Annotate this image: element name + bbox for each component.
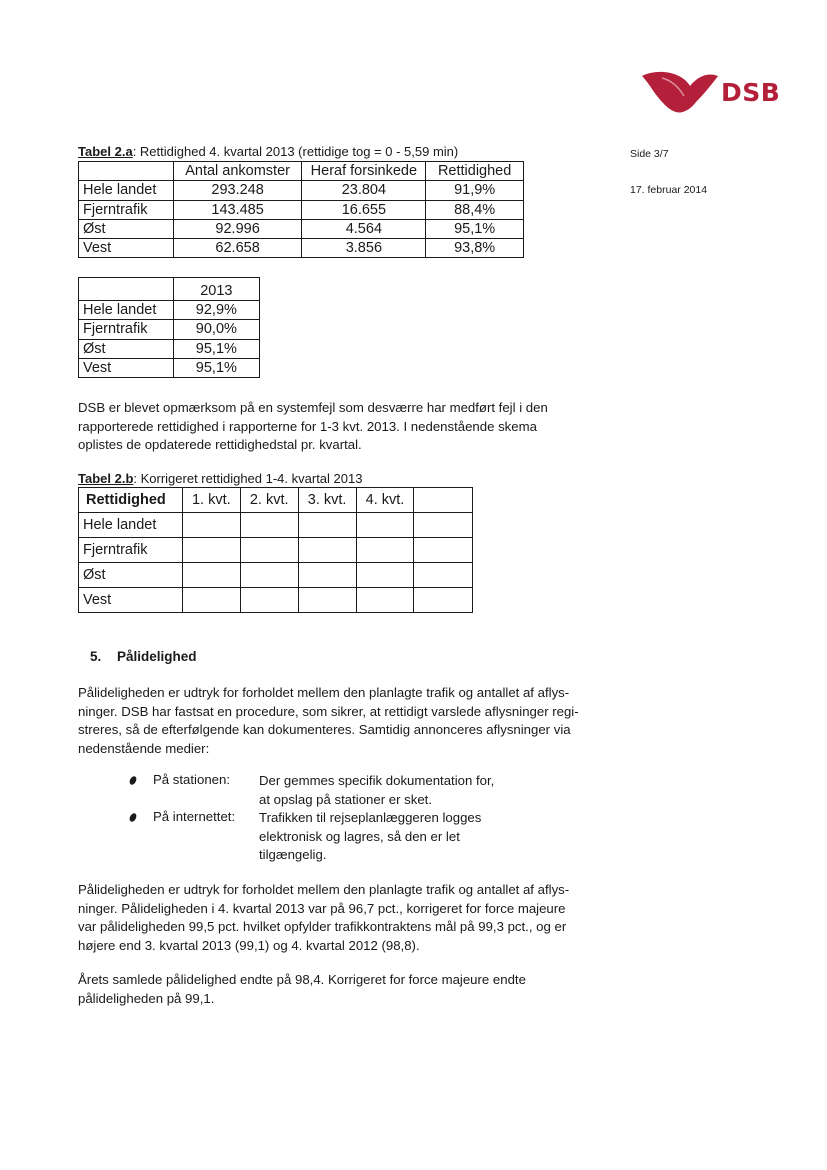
table-header-cell: 2. kvt. [240, 488, 298, 513]
table-row [79, 339, 260, 358]
table-2b [78, 487, 473, 613]
table-cell: Hele landet [79, 513, 183, 538]
text-line: Pålideligheden er udtryk for forholdet mellem den planlagte trafik og antallet af aflys- [78, 882, 570, 897]
table-cell: 95,1% [173, 358, 259, 377]
table-cell: 3.856 [302, 239, 426, 258]
table-row [79, 219, 524, 238]
table-cell [240, 588, 298, 613]
table-2a-caption-label: Tabel 2.a [78, 144, 133, 159]
table-2a-caption-text: : Rettidighed 4. kvartal 2013 (rettidige tog = 0 - 5,59 min) [132, 144, 459, 159]
table-header-cell: 1. kvt. [182, 488, 240, 513]
text-line: pålideligheden på 99,1. [78, 990, 215, 1006]
table-cell [240, 513, 298, 538]
table-cell [298, 513, 356, 538]
page-number: Side 3/7 [630, 148, 669, 160]
table-row [79, 513, 473, 538]
text-line: streres, så de efterfølgende kan dokumenteres. Samtidig annonceres aflysninger via [78, 722, 571, 737]
table-header-cell [79, 162, 174, 181]
table-cell: Øst [79, 219, 174, 238]
table-cell: 143.485 [173, 200, 302, 219]
table-header-row [79, 488, 473, 513]
table-cell: Hele landet [79, 301, 174, 320]
table-header-cell: 4. kvt. [356, 488, 414, 513]
table-cell [182, 513, 240, 538]
table-cell: 4.564 [302, 219, 426, 238]
bullet-text [259, 809, 519, 865]
table-cell [414, 538, 473, 563]
table-cell [356, 538, 414, 563]
table-cell [356, 563, 414, 588]
table-cell [356, 513, 414, 538]
annual-reliability-paragraph [78, 971, 608, 1008]
table-cell [182, 588, 240, 613]
table-cell [356, 588, 414, 613]
text-line: tilgængelig. [259, 847, 327, 862]
table-cell [240, 538, 298, 563]
table-cell [414, 588, 473, 613]
text-line: oplistes de opdaterede rettidighedstal pr. kvartal. [78, 437, 362, 452]
table-cell: 93,8% [426, 239, 524, 258]
table-row [79, 239, 524, 258]
table-header-row [79, 278, 260, 301]
table-cell [298, 563, 356, 588]
table-2b-caption-label: Tabel 2.b [78, 471, 134, 486]
table-cell [414, 513, 473, 538]
section-number: 5. [90, 649, 102, 664]
table-cell: Fjerntrafik [79, 320, 174, 339]
table-cell [414, 563, 473, 588]
table-row [79, 563, 473, 588]
table-header-cell: Rettidighed [79, 488, 183, 513]
table-row [79, 538, 473, 563]
text-line: højere end 3. kvartal 2013 (99,1) og 4. kvartal 2012 (98,8). [78, 937, 420, 953]
table-row [79, 301, 260, 320]
table-cell: 293.248 [173, 181, 302, 200]
dsb-logo-text: DSB [721, 78, 781, 107]
table-cell: Fjerntrafik [79, 538, 183, 563]
bullet-label: På internettet: [153, 809, 236, 824]
table-cell [240, 563, 298, 588]
text-line: ninger. DSB har fastsat en procedure, som sikrer, at rettidigt varslede aflysninger regi- [78, 703, 579, 719]
reliability-paragraph [78, 684, 608, 758]
text-line: Trafikken til rejseplanlæggeren logges [259, 810, 482, 825]
text-line: at opslag på stationer er sket. [259, 791, 433, 807]
table-2b-caption-text: : Korrigeret rettidighed 1-4. kvartal 2013 [133, 471, 363, 486]
bullet-text [259, 772, 519, 809]
table-cell: Vest [79, 239, 174, 258]
reliability-result-paragraph [78, 881, 608, 955]
table-header-cell: 3. kvt. [298, 488, 356, 513]
table-header-cell [414, 488, 473, 513]
document-date: 17. februar 2014 [630, 184, 708, 196]
table-cell: 90,0% [173, 320, 259, 339]
table-row [79, 200, 524, 219]
text-line: rapporterede rettidighed i rapporterne for 1-3 kvt. 2013. I nedenstående skema [78, 418, 537, 434]
text-line: nedenstående medier: [78, 740, 210, 756]
text-line: Årets samlede pålidelighed endte på 98,4. Korrigeret for force majeure endte [78, 972, 526, 987]
table-cell: Hele landet [79, 181, 174, 200]
table-header-cell [79, 278, 174, 301]
table-cell: 92,9% [173, 301, 259, 320]
text-line: ninger. Pålideligheden i 4. kvartal 2013 var på 96,7 pct., korrigeret for force majeure [78, 900, 566, 916]
table-cell: 95,1% [173, 339, 259, 358]
section-title: Pålidelighed [117, 649, 197, 664]
table-cell [182, 538, 240, 563]
table-cell: 91,9% [426, 181, 524, 200]
table-row [79, 588, 473, 613]
table-2a-caption [78, 144, 458, 159]
table-cell: Fjerntrafik [79, 200, 174, 219]
bullet-label: På stationen: [153, 772, 230, 787]
table-cell: 62.658 [173, 239, 302, 258]
table-2a [78, 161, 524, 258]
text-line: DSB er blevet opmærksom på en systemfejl som desværre har medført fejl i den [78, 400, 548, 415]
table-header-cell: Rettidighed [426, 162, 524, 181]
table-cell [182, 563, 240, 588]
intro-paragraph [78, 399, 608, 455]
table-2013 [78, 277, 260, 378]
table-header-cell: 2013 [173, 278, 259, 301]
table-cell: 95,1% [426, 219, 524, 238]
table-cell [298, 588, 356, 613]
table-cell: 92.996 [173, 219, 302, 238]
table-cell [298, 538, 356, 563]
text-line: elektronisk og lagres, så den er let [259, 828, 460, 844]
table-cell: Vest [79, 588, 183, 613]
table-row [79, 358, 260, 377]
text-line: var pålideligheden 99,5 pct. hvilket opfylder trafikkontraktens mål på 99,3 pct., og er [78, 919, 567, 934]
table-cell: Vest [79, 358, 174, 377]
table-cell: Øst [79, 339, 174, 358]
table-header-cell: Heraf forsinkede [302, 162, 426, 181]
table-header-cell: Antal ankomster [173, 162, 302, 181]
text-line: Der gemmes specifik dokumentation for, [259, 773, 495, 788]
table-row [79, 181, 524, 200]
table-cell: 16.655 [302, 200, 426, 219]
table-header-row [79, 162, 524, 181]
table-cell: 88,4% [426, 200, 524, 219]
table-cell: Øst [79, 563, 183, 588]
dsb-logo [640, 70, 790, 116]
text-line: Pålideligheden er udtryk for forholdet mellem den planlagte trafik og antallet af aflys- [78, 685, 570, 700]
bullet-icon [128, 812, 138, 823]
bullet-icon [128, 775, 138, 786]
table-2b-caption [78, 471, 362, 486]
table-cell: 23.804 [302, 181, 426, 200]
dsb-wing-icon [640, 70, 720, 116]
table-row [79, 320, 260, 339]
